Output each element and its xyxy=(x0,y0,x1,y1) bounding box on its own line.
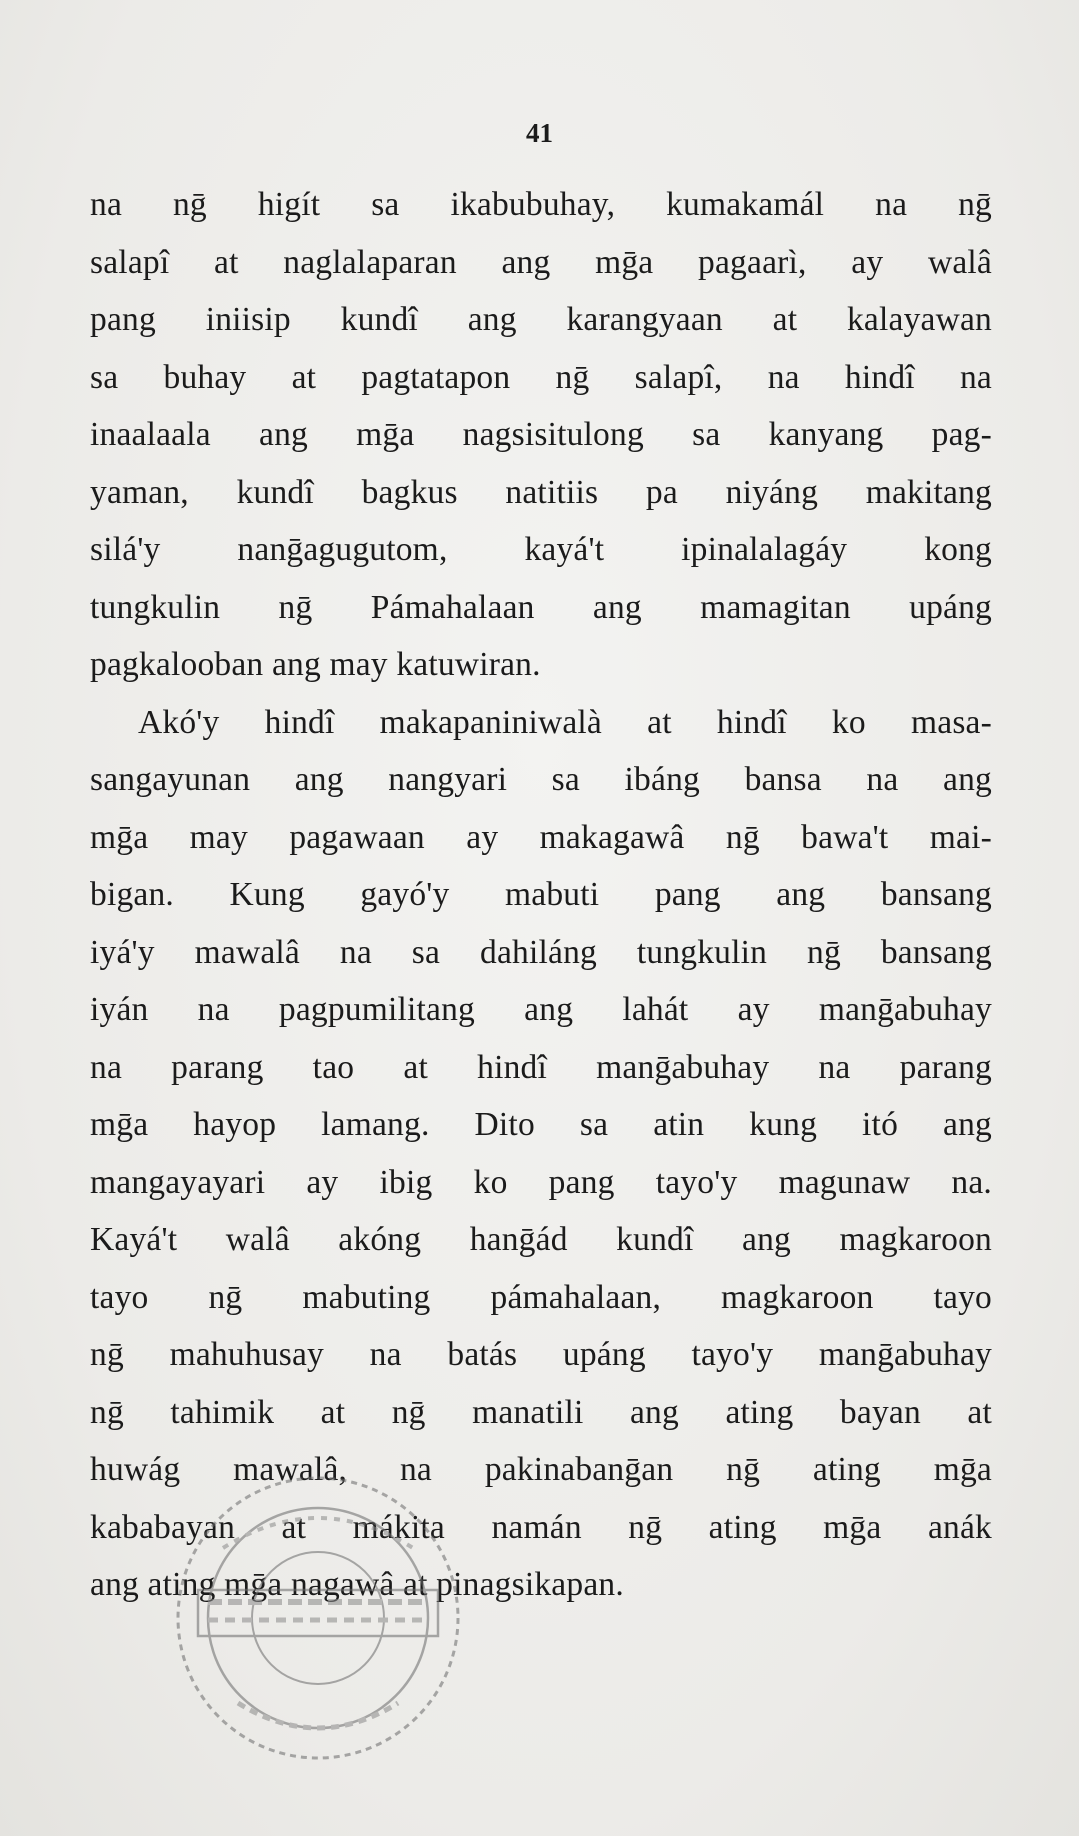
text-line: iyán na pagpumilitang ang lahát ay manḡabuhay xyxy=(90,991,992,1028)
text-line: silá'y nanḡagugutom, kayá't ipinalalagáy kong xyxy=(90,531,992,568)
text-line: tayo nḡ mabuting pámahalaan, magkaroon tayo xyxy=(90,1278,992,1316)
text-line: sangayunan ang nangyari sa ibáng bansa na ang xyxy=(90,761,992,798)
text-line: yaman, kundî bagkus natitiis pa niyáng makitang xyxy=(90,473,992,511)
paragraph-1 xyxy=(90,176,992,694)
text-line: iyá'y mawalâ na sa dahiláng tungkulin nḡ bansang xyxy=(90,933,992,971)
text-line: inaalaala ang mḡa nagsisitulong sa kanyang pag- xyxy=(90,416,992,453)
text-line: ang ating mḡa nagawâ at pinagsikapan. xyxy=(90,1566,624,1603)
text-line: sa buhay at pagtatapon nḡ salapî, na hindî na xyxy=(90,358,992,396)
text-line: Akó'y hindî makapaniniwalà at hindî ko masa- xyxy=(138,703,992,741)
text-line: tungkulin nḡ Pámahalaan ang mamagitan upáng xyxy=(90,588,992,626)
text-line: nḡ mahuhusay na batás upáng tayo'y manḡabuhay xyxy=(90,1336,992,1373)
text-line: na parang tao at hindî manḡabuhay na parang xyxy=(90,1048,992,1086)
text-line: Kayá't walâ akóng hanḡád kundî ang magkaroon xyxy=(90,1221,992,1258)
text-line: nḡ tahimik at nḡ manatili ang ating bayan at xyxy=(90,1393,992,1431)
text-line: pagkalooban ang may katuwiran. xyxy=(90,646,541,683)
text-line: na nḡ higít sa ikabubuhay, kumakamál na nḡ xyxy=(90,186,992,223)
text-line: mḡa hayop lamang. Dito sa atin kung itó ang xyxy=(90,1106,992,1143)
text-line: huwág mawalâ, na pakinabanḡan nḡ ating mḡa xyxy=(90,1451,992,1488)
text-line: bigan. Kung gayó'y mabuti pang ang bansang xyxy=(90,876,992,913)
text-line: pang iniisip kundî ang karangyaan at kalayawan xyxy=(90,301,992,338)
body-text xyxy=(90,176,992,1614)
text-line: kababayan at mákita namán nḡ ating mḡa anák xyxy=(90,1508,992,1546)
library-stamp-icon xyxy=(168,1468,468,1768)
text-line: mḡa may pagawaan ay makagawâ nḡ bawa't mai- xyxy=(90,818,992,856)
text-line: salapî at naglalaparan ang mḡa pagaarì, ay walâ xyxy=(90,243,992,281)
text-line: mangayayari ay ibig ko pang tayo'y magunaw na. xyxy=(90,1163,992,1201)
page-number: 41 xyxy=(526,118,553,148)
